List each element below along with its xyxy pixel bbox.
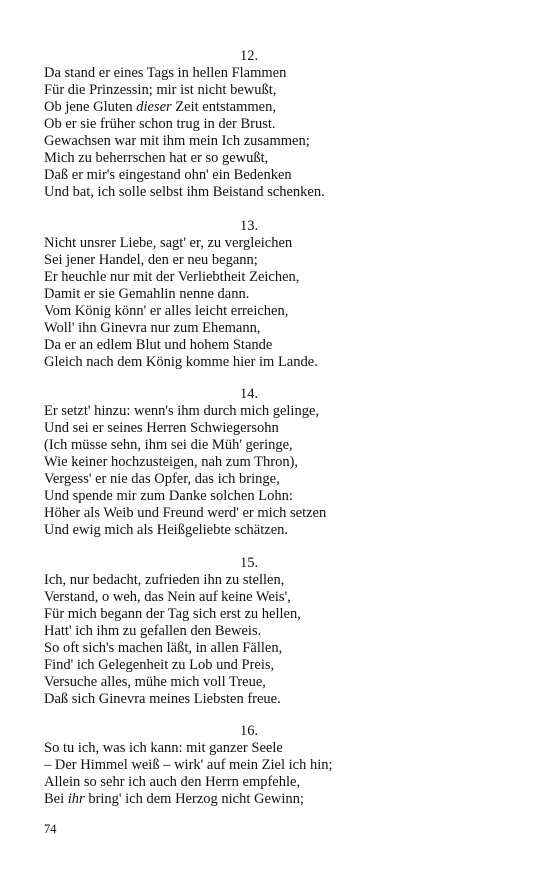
verse-line xyxy=(44,606,464,623)
verse-text: Versuche alles, mühe mich voll Treue, xyxy=(44,674,266,690)
verse-text: Find' ich Gelegenheit zu Lob und Preis, xyxy=(44,657,275,673)
stanza-number: 15. xyxy=(239,555,259,571)
verse-line xyxy=(44,471,464,488)
verse-block xyxy=(44,235,464,371)
verse-text: Ob jene Gluten xyxy=(44,99,137,115)
verse-block xyxy=(44,403,464,539)
verse-text: Wie keiner hochzusteigen, nah zum Thron), xyxy=(44,454,299,470)
verse-line xyxy=(44,740,464,757)
verse-line xyxy=(44,757,464,774)
verse-line xyxy=(44,572,464,589)
verse-text: Woll' ihn Ginevra nur zum Ehemann, xyxy=(44,320,261,336)
verse-line xyxy=(44,354,464,371)
verse-text: bring' ich dem Herzog nicht Gewinn; xyxy=(84,791,304,807)
verse-text: Hatt' ich ihm zu gefallen den Beweis. xyxy=(44,623,262,639)
verse-line xyxy=(44,674,464,691)
verse-text: Mich zu beherrschen hat er so gewußt, xyxy=(44,150,269,166)
stanza-number: 14. xyxy=(239,386,259,402)
stanza-12 xyxy=(44,48,464,201)
verse-line xyxy=(44,640,464,657)
verse-line xyxy=(44,116,464,133)
stanza-number: 13. xyxy=(239,218,259,234)
verse-text: Zeit entstammen, xyxy=(171,99,276,115)
verse-line xyxy=(44,403,464,420)
verse-text: Vom König könn' er alles leicht erreichen, xyxy=(44,303,289,319)
verse-text: Für die Prinzessin; mir ist nicht bewußt, xyxy=(44,82,277,98)
verse-line xyxy=(44,437,464,454)
verse-text: Bei xyxy=(44,791,68,807)
verse-text: Und bat, ich solle selbst ihm Beistand schenken. xyxy=(44,184,325,200)
verse-line xyxy=(44,505,464,522)
stanza-13 xyxy=(44,218,464,371)
verse-line xyxy=(44,522,464,539)
verse-line xyxy=(44,286,464,303)
verse-text: Ob er sie früher schon trug in der Brust. xyxy=(44,116,276,132)
verse-text: – Der Himmel weiß – wirk' auf mein Ziel ich hin; xyxy=(44,757,333,773)
verse-text: Damit er sie Gemahlin nenne dann. xyxy=(44,286,250,302)
verse-text: So oft sich's machen läßt, in allen Fällen, xyxy=(44,640,283,656)
verse-block xyxy=(44,740,464,808)
verse-text: Sei jener Handel, den er neu begann; xyxy=(44,252,258,268)
verse-line xyxy=(44,623,464,640)
verse-text: Er setzt' hinzu: wenn's ihm durch mich gelinge, xyxy=(44,403,320,419)
stanza-16 xyxy=(44,723,464,808)
verse-text: Und ewig mich als Heißgeliebte schätzen. xyxy=(44,522,289,538)
verse-line xyxy=(44,252,464,269)
verse-text: Gewachsen war mit ihm mein Ich zusammen; xyxy=(44,133,310,149)
verse-text: Daß er mir's eingestand ohn' ein Bedenken xyxy=(44,167,292,183)
verse-text: Da er an edlem Blut und hohem Stande xyxy=(44,337,273,353)
verse-line xyxy=(44,420,464,437)
verse-line xyxy=(44,133,464,150)
verse-line xyxy=(44,320,464,337)
verse-line xyxy=(44,269,464,286)
verse-line xyxy=(44,99,464,116)
verse-text: Verstand, o weh, das Nein auf keine Weis', xyxy=(44,589,291,605)
verse-text: Vergess' er nie das Opfer, das ich bringe, xyxy=(44,471,280,487)
stanza-15 xyxy=(44,555,464,708)
page-number: 74 xyxy=(44,822,57,836)
verse-text: Daß sich Ginevra meines Liebsten freue. xyxy=(44,691,281,707)
verse-line xyxy=(44,65,464,82)
verse-text: Ich, nur bedacht, zufrieden ihn zu stellen, xyxy=(44,572,285,588)
verse-text: Allein so sehr ich auch den Herrn empfehle, xyxy=(44,774,301,790)
verse-line xyxy=(44,150,464,167)
verse-line xyxy=(44,589,464,606)
verse-line xyxy=(44,657,464,674)
verse-emphasis: ihr xyxy=(67,791,85,807)
verse-text: Nicht unsrer Liebe, sagt' er, zu vergleichen xyxy=(44,235,293,251)
verse-text: Und sei er seines Herren Schwiegersohn xyxy=(44,420,279,436)
verse-text: Da stand er eines Tags in hellen Flammen xyxy=(44,65,287,81)
verse-line xyxy=(44,303,464,320)
verse-block xyxy=(44,65,464,201)
verse-line xyxy=(44,82,464,99)
verse-line xyxy=(44,774,464,791)
verse-text: Er heuchle nur mit der Verliebtheit Zeichen, xyxy=(44,269,300,285)
stanza-number: 16. xyxy=(239,723,259,739)
stanza-14 xyxy=(44,386,464,539)
verse-text: Gleich nach dem König komme hier im Lande. xyxy=(44,354,318,370)
verse-line xyxy=(44,691,464,708)
verse-text: Für mich begann der Tag sich erst zu hellen, xyxy=(44,606,301,622)
verse-line xyxy=(44,454,464,471)
verse-line xyxy=(44,337,464,354)
verse-text: Und spende mir zum Danke solchen Lohn: xyxy=(44,488,293,504)
verse-text: Höher als Weib und Freund werd' er mich setzen xyxy=(44,505,327,521)
verse-text: (Ich müsse sehn, ihm sei die Müh' geringe, xyxy=(44,437,293,453)
verse-block xyxy=(44,572,464,708)
verse-line xyxy=(44,235,464,252)
verse-line xyxy=(44,167,464,184)
stanza-number: 12. xyxy=(239,48,259,64)
verse-line xyxy=(44,488,464,505)
verse-emphasis: dieser xyxy=(136,99,172,115)
verse-text: So tu ich, was ich kann: mit ganzer Seele xyxy=(44,740,283,756)
verse-line xyxy=(44,184,464,201)
verse-line xyxy=(44,791,464,808)
